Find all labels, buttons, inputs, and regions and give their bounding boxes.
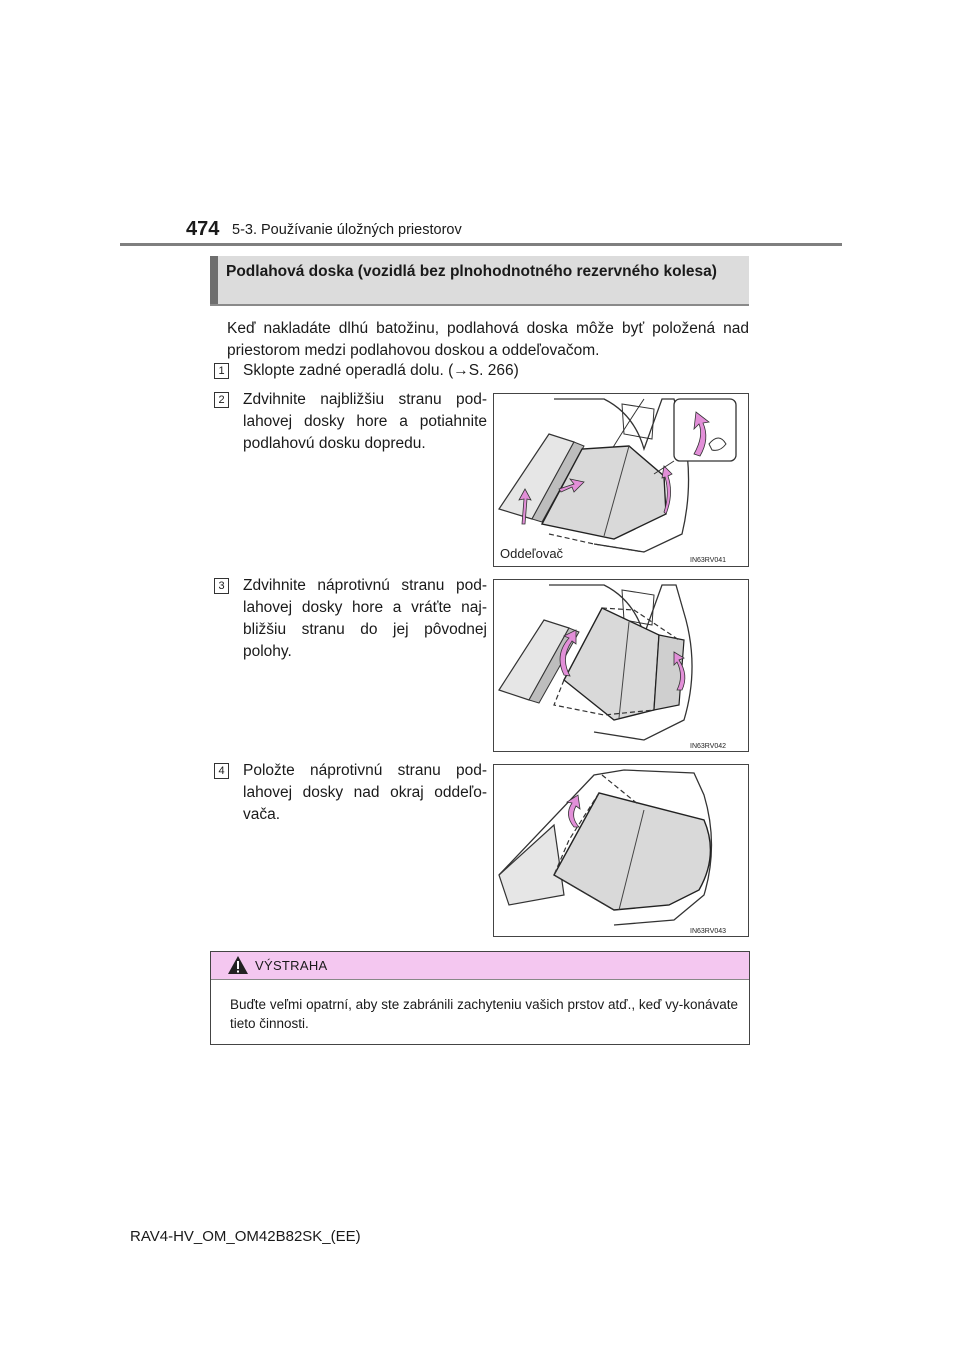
intro-paragraph: Keď nakladáte dlhú batožinu, podlahová doska môže byť položená nad priestorom medzi podlahovou doskou a oddeľovačom.: [227, 320, 749, 359]
warning-triangle-icon: [227, 955, 249, 980]
figure-code-3: IN63RV043: [690, 928, 727, 935]
heading-accent-bar: [210, 256, 218, 304]
step-text-4: Položte náprotivnú stranu pod-lahovej dosky nad okraj oddeľo-vača.: [243, 762, 487, 823]
step-text-2: Zdvihnite najbližšiu stranu pod-lahovej dosky hore a potiahnite podlahovú dosku dopredu.: [243, 391, 487, 452]
figure-code-1: IN63RV041: [690, 557, 727, 564]
step-number-3: 3: [214, 578, 229, 594]
step-text-1: Sklopte zadné operadlá dolu. (→S. 266): [243, 362, 519, 379]
figure-code-2: IN63RV042: [690, 743, 727, 750]
divider-label: Oddeľovač: [500, 546, 564, 561]
page-number: 474: [186, 218, 220, 240]
warning-label: VÝSTRAHA: [255, 958, 328, 973]
section-title: 5-3. Používanie úložných priestorov: [232, 222, 462, 238]
figure-step-3: [493, 579, 749, 752]
heading-text: Podlahová doska (vozidlá bez plnohodnotného rezervného kolesa): [226, 263, 717, 280]
step-number-1: 1: [214, 363, 229, 379]
header-rule: [120, 243, 842, 246]
figure-step-2: [493, 393, 749, 567]
figure-step-4: [493, 764, 749, 937]
warning-text: Buďte veľmi opatrní, aby ste zabránili zachyteniu vašich prstov atď., keď vy-konávate tieto činnosti.: [230, 997, 738, 1031]
step-number-2: 2: [214, 392, 229, 408]
warning-box: [210, 951, 750, 1045]
step-text-3: Zdvihnite náprotivnú stranu pod-lahovej dosky hore a vráťte naj-bližšiu stranu do jej pôvodnej polohy.: [243, 577, 487, 660]
step-number-4: 4: [214, 763, 229, 779]
document-code-footer: RAV4-HV_OM_OM42B82SK_(EE): [130, 1228, 361, 1245]
subsection-heading: [210, 256, 749, 306]
warning-header: [211, 952, 749, 980]
